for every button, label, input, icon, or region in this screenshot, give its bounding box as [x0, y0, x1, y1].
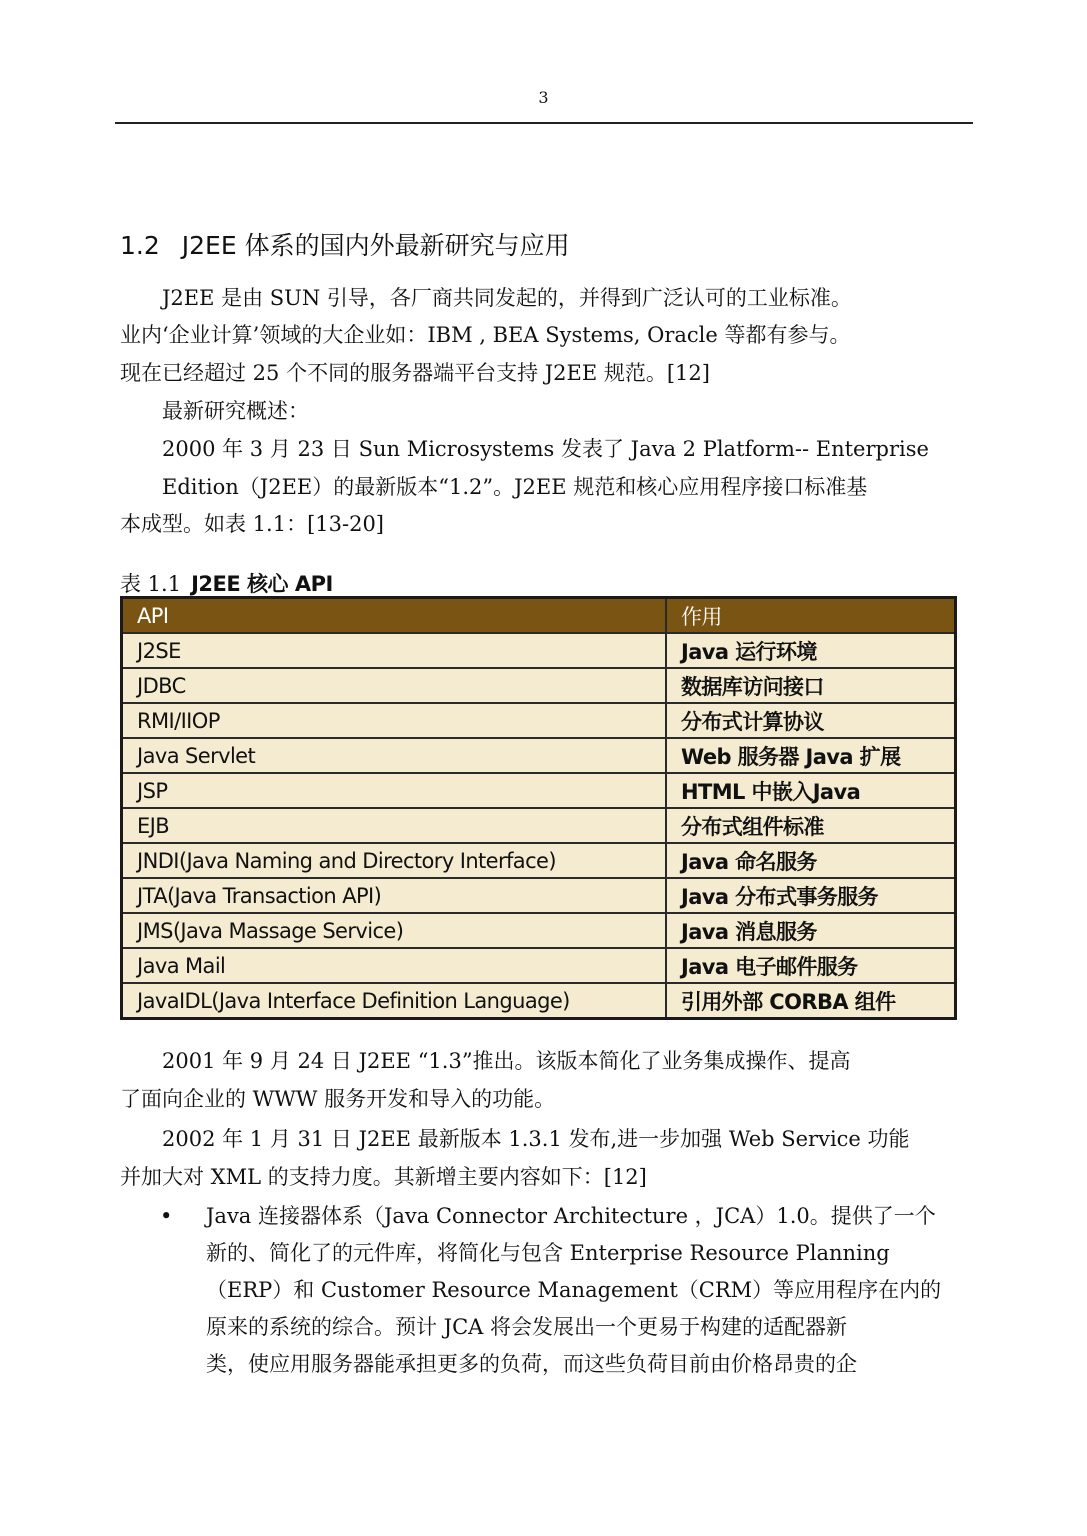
- purpose-cell: Java 运行环境: [666, 633, 956, 668]
- bullet-item-jca: [206, 1198, 941, 1383]
- bullet-line: Java 连接器体系（Java Connector Architecture ，JCA）1.0。提供了一个: [206, 1204, 936, 1228]
- purpose-cell: Web 服务器 Java 扩展: [666, 738, 956, 773]
- purpose-cell: 分布式计算协议: [666, 703, 956, 738]
- purpose-cell: 数据库访问接口: [666, 668, 956, 703]
- paragraph-2000-line-1: 2000 年 3 月 23 日 Sun Microsystems 发表了 Java 2 Platform-- Enterprise: [162, 437, 929, 461]
- purpose-cell: Java 电子邮件服务: [666, 948, 956, 983]
- bullet-marker: •: [160, 1204, 173, 1228]
- table-caption: [120, 568, 333, 598]
- api-cell: JNDI(Java Naming and Directory Interface): [122, 843, 667, 878]
- table-row: [122, 983, 956, 1019]
- api-cell: RMI/IIOP: [122, 703, 667, 738]
- api-cell: JSP: [122, 773, 667, 808]
- table-header-purpose: 作用: [666, 598, 956, 634]
- api-cell: JTA(Java Transaction API): [122, 878, 667, 913]
- api-cell: JDBC: [122, 668, 667, 703]
- table-row: [122, 843, 956, 878]
- paragraph-2002-line-1: 2002 年 1 月 31 日 J2EE 最新版本 1.3.1 发布,进一步加强 Web Service 功能: [162, 1127, 910, 1151]
- table-row: [122, 808, 956, 843]
- api-cell: JMS(Java Massage Service): [122, 913, 667, 948]
- api-cell: Java Mail: [122, 948, 667, 983]
- paragraph-intro-line-2: 业内‘企业计算’领域的大企业如：IBM , BEA Systems, Oracle 等都有参与。: [120, 323, 851, 347]
- api-cell: J2SE: [122, 633, 667, 668]
- purpose-cell: HTML 中嵌入Java: [666, 773, 956, 808]
- section-title: J2EE 体系的国内外最新研究与应用: [181, 231, 570, 260]
- api-table: [120, 596, 957, 1020]
- bullet-line: 新的、简化了的元件库，将简化与包含 Enterprise Resource Planning: [206, 1241, 890, 1265]
- table-row: [122, 878, 956, 913]
- purpose-cell: 分布式组件标准: [666, 808, 956, 843]
- table-row: [122, 738, 956, 773]
- api-cell: EJB: [122, 808, 667, 843]
- api-cell: JavaIDL(Java Interface Definition Language): [122, 983, 667, 1019]
- table-row: [122, 948, 956, 983]
- paragraph-intro-line-1: J2EE 是由 SUN 引导，各厂商共同发起的，并得到广泛认可的工业标准。: [162, 286, 852, 310]
- paragraph-2001-line-2: 了面向企业的 WWW 服务开发和导入的功能。: [120, 1087, 556, 1111]
- bullet-line: 类，使应用服务器能承担更多的负荷，而这些负荷目前由价格昂贵的企: [206, 1352, 857, 1376]
- paragraph-2001-line-1: 2001 年 9 月 24 日 J2EE “1.3”推出。该版本简化了业务集成操作、提高: [162, 1049, 851, 1073]
- table-caption-label: 表 1.1: [120, 572, 182, 596]
- paragraph-overview: 最新研究概述：: [162, 399, 309, 423]
- page-number: 3: [538, 88, 549, 107]
- section-number: 1.2: [120, 231, 160, 260]
- paragraph-2002-line-2: 并加大对 XML 的支持力度。其新增主要内容如下：[12]: [120, 1165, 647, 1189]
- header-rule: [115, 122, 973, 124]
- purpose-cell: Java 分布式事务服务: [666, 878, 956, 913]
- table-row: [122, 703, 956, 738]
- bullet-line: （ERP）和 Customer Resource Management（CRM）等应用程序在内的: [206, 1278, 942, 1302]
- purpose-cell: Java 命名服务: [666, 843, 956, 878]
- section-heading: [120, 226, 570, 262]
- table-row: [122, 773, 956, 808]
- table-row: [122, 668, 956, 703]
- api-cell: Java Servlet: [122, 738, 667, 773]
- table-header-row: [122, 598, 956, 634]
- bullet-line: 原来的系统的综合。预计 JCA 将会发展出一个更易于构建的适配器新: [206, 1315, 847, 1339]
- paragraph-intro-line-3: 现在已经超过 25 个不同的服务器端平台支持 J2EE 规范。[12]: [120, 361, 710, 385]
- paragraph-2000-line-3: 本成型。如表 1.1：[13-20]: [120, 512, 384, 536]
- purpose-cell: Java 消息服务: [666, 913, 956, 948]
- purpose-cell: 引用外部 CORBA 组件: [666, 983, 956, 1019]
- table-row: [122, 913, 956, 948]
- paragraph-2000-line-2: Edition（J2EE）的最新版本“1.2”。J2EE 规范和核心应用程序接口标准基: [162, 475, 868, 499]
- table-caption-title: J2EE 核心 API: [191, 572, 333, 596]
- table-row: [122, 633, 956, 668]
- table-header-api: API: [122, 598, 667, 634]
